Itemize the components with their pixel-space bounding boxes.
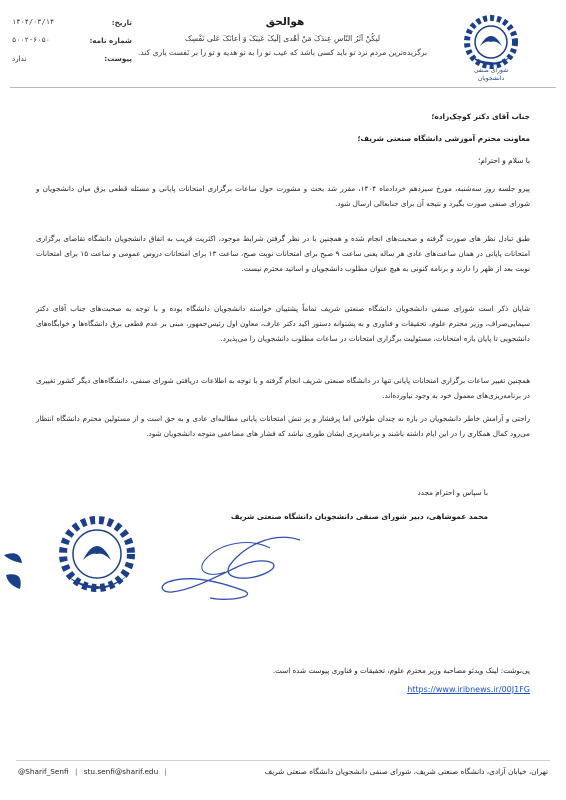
paragraph-3-main: شایان ذکر است شورای صنفی دانشجویان دانشگاه صنعتی شریف تماماً پشتیبان خواسته دانشجویان دانشگاه بوده و با توجه به صحبت‌های جناب آقای دکتر سیمایی‌صراف، وزیر محترم علوم، تحقیقات و فناوری و به پشتوانه دستور اکید دکتر عارف، معاون اول رئیس‌جمهور، مبنی بر عدم قطعی برق دانشگاه‌ها و خوابگاه‌های دانشجویی تا پایان بازه امتحانات، bbox=[36, 304, 530, 343]
number-value: ۵۰۰۲-۶۰۵۰ bbox=[12, 36, 50, 44]
attachment-label: پیوست: bbox=[104, 53, 132, 63]
recipient-line-2: معاونت محترم آموزشی دانشگاه صنعتی شریف؛ bbox=[357, 134, 530, 143]
meta-date-row bbox=[12, 13, 132, 31]
letter-heading: هوالحق bbox=[265, 16, 305, 28]
footer bbox=[18, 767, 548, 776]
paragraph-5: راحتی و آرامش خاطر دانشجویان در بازه نه چندان طولانی اما پرفشار و پر تنش امتحانات پایانی مطالبه‌ای عادی و به حق است و از مسئولین محترم دانشگاه انتظار می‌رود کمال همکاری را در این ایام داشته باشند و برنامه‌ریزی ایشان طوری نباشد که فشار های مضاعفی متوجه دانشجویان شود. bbox=[36, 414, 530, 438]
postscript-text: پی‌نوشت: لینک ویدئو مصاحبه وزیر محترم علوم، تحقیقات و فناوری پیوست شده است. bbox=[272, 666, 530, 675]
footer-contacts bbox=[18, 767, 171, 776]
number-label: شماره نامه: bbox=[89, 35, 132, 45]
footer-handle[interactable]: @Sharif_Senfi bbox=[18, 767, 69, 776]
greeting: با سلام و احترام؛ bbox=[477, 156, 530, 165]
side-margin-mark-icon bbox=[0, 545, 28, 595]
logo-text-bottom: دانشجویان bbox=[477, 75, 505, 82]
council-logo-icon bbox=[454, 12, 528, 82]
attachment-value: ندارد bbox=[12, 53, 27, 63]
header-divider bbox=[10, 87, 556, 88]
signature-icon bbox=[150, 520, 310, 610]
paragraph-2: طبق تبادل نظر های صورت گرفته و صحبت‌های انجام شده و همچنین با در نظر گرفتن شرایط موجود، اکثریت قریب به اتفاق دانشجویان دانشگاه تقاضای برگزاری امتحانات پایانی در همان ساعت‌های عادی هر ساله یعنی ساعت ۹ صبح برای امتحانات نوبت صبح، ساعت ۱۳ برای امتحانات دروس عمومی و ساعت ۱۵ برای امتحانات نوبت بعد از ظهر را دارند و برنامه کنونی به هیچ عنوان مطلوب دانشجویان و اساتید محترم نیست. bbox=[36, 234, 531, 273]
meta-attachment-row bbox=[12, 49, 132, 67]
paragraph-3 bbox=[36, 302, 530, 346]
date-value: ۱۴۰۴/۰۳/۱۴ bbox=[12, 18, 55, 26]
signatory-line: محمد عموشاهی، دبیر شورای صنفی دانشجویان دانشگاه صنعتی شریف bbox=[230, 512, 488, 521]
footer-separator: | bbox=[74, 767, 78, 776]
recipient-line-1: جناب آقای دکتر کوچک‌زاده؛ bbox=[431, 112, 530, 121]
paragraph-4: همچنین تغییر ساعات برگزاری امتحانات پایانی تنها در دانشگاه صنعتی شریف انجام گرفته و با توجه به اطلاعات دریافتی شورای صنفی، دانشگاه‌های دیگر کشور تغییری در برنامه‌ریزی‌های معمول خود به وجود نیاورده‌اند. bbox=[36, 376, 530, 400]
footer-email[interactable]: stu.senfi@sharif.edu bbox=[83, 767, 159, 776]
council-stamp-icon bbox=[45, 510, 150, 615]
logo-text-top: شورای صنفی bbox=[473, 67, 509, 74]
letter-meta bbox=[12, 13, 132, 67]
hadith-block bbox=[130, 32, 435, 60]
video-link[interactable]: https://www.iribnews.ir/00J1FG bbox=[407, 685, 530, 694]
footer-separator: | bbox=[164, 767, 167, 776]
hadith-persian: برگزیده‌ترین مردم نزد تو باید کسی باشد که عیب تو را به تو هدیه و تو را بر نَفست یاری کند. bbox=[137, 48, 428, 57]
meta-number-row bbox=[12, 31, 132, 49]
closing-regards: با سپاس و احترام مجدد bbox=[417, 488, 488, 497]
date-label: تاریخ: bbox=[111, 17, 132, 27]
hadith-arabic: لیکُنْ آثَرُ النّاسِ عِندَکَ مَنْ أهْدی إلَیکَ عَیبَکَ وَ أعانَکَ عَلی نَفْسِک bbox=[184, 34, 381, 43]
paragraph-3-tail: مسئولیت برگزاری امتحانات در ساعات مطلوب دانشجویان را می‌پذیرد. bbox=[220, 333, 434, 343]
footer-address: تهران، خیابان آزادی، دانشگاه صنعتی شریف، شورای صنفی دانشجویان دانشگاه صنعتی شریف bbox=[264, 767, 548, 776]
footer-divider bbox=[16, 760, 550, 761]
paragraph-1: پیرو جلسه روز سه‌شنبه، مورخ سیزدهم خردادماه ۱۴۰۴، مقرر شد بحث و مشورت حول ساعات برگزاری امتحانات پایانی و مسئله قطعی برق میان دانشجویان و شورای صنفی صورت بگیرد و نتیجه آن برای جنابعالی ارسال شود. bbox=[36, 184, 530, 208]
